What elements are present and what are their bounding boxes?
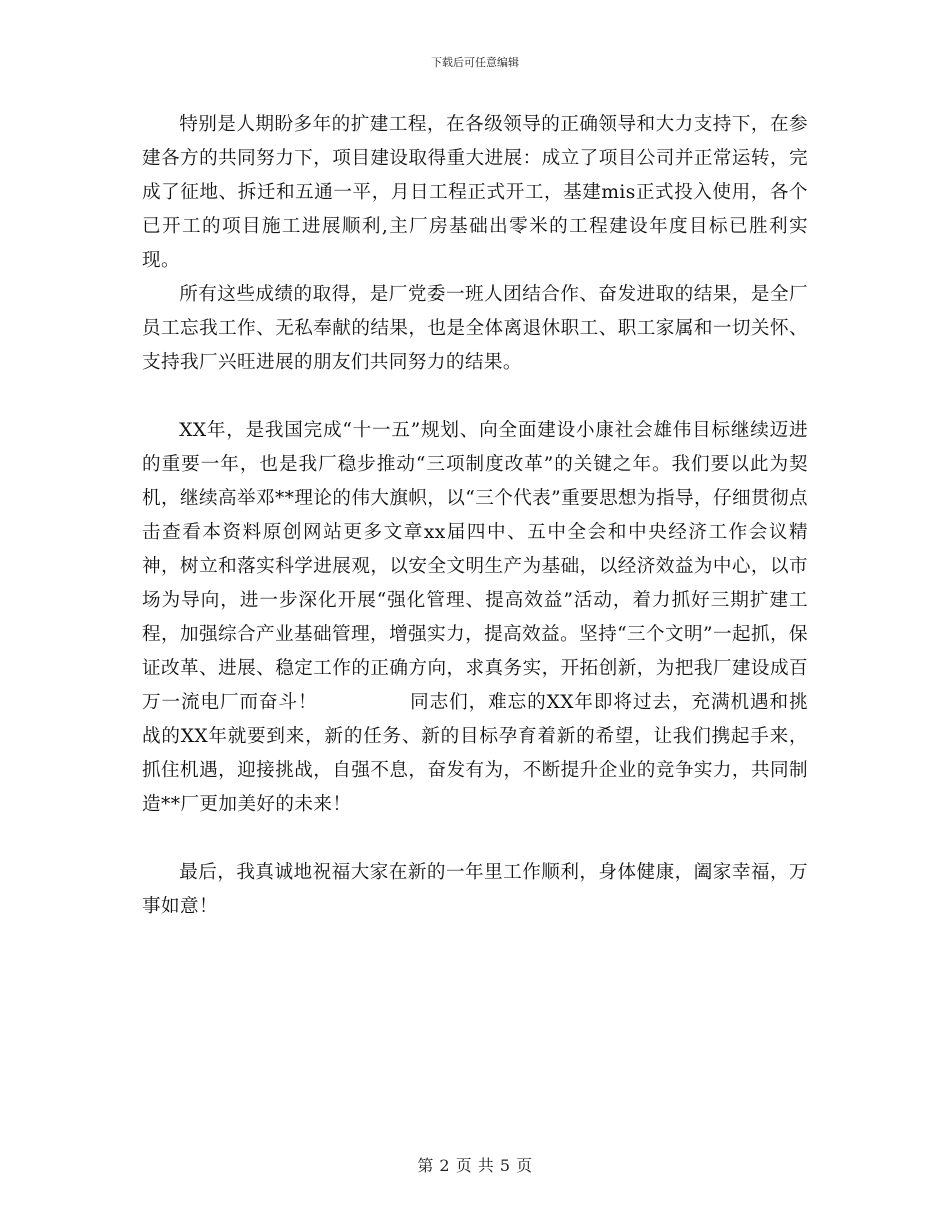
paragraph-next-year-goals	[142, 414, 808, 822]
paragraph-achievements: 所有这些成绩的取得，是厂党委一班人团结合作、奋发进取的结果，是全厂员工忘我工作、无私奉献的结果，也是全体离退休职工、职工家属和一切关怀、支持我厂兴旺进展的朋友们共同努力的结果。	[142, 284, 808, 373]
paragraph-next-year-goals-text: XX年，是我国完成“十一五”规划、向全面建设小康社会雄伟目标继续迈进的重要一年，也是我厂稳步推动“三项制度改革”的关键之年。我们要以此为契机，继续高举邓**理论的伟大旗帜，以“三个代表”重要思想为指导，仔细贯彻点击查看本资料原创网站更多文章xx届四中、五中全会和中央经济工作会议精神，树立和落实科学进展观，以安全文明生产为基础，以经济效益为中心，以市场为导向，进一步深化开展“强化管理、提高效益”活动，着力抓好三期扩建工程，加强综合产业基础管理，增强实力，提高效益。坚持“三个文明”一起抓，保证改革、进展、稳定工作的正确方向，求真务实，开拓创新，为把我厂建设成百万一流电厂而奋斗！	[142, 420, 809, 713]
paragraph-comrades-text: 同志们，难忘的XX年即将过去，充满机遇和挑战的XX年就要到来，新的任务、新的目标孕育着新的希望，让我们携起手来，抓住机遇，迎接挑战，自强不息，奋发有为，不断提升企业的竞争实力，共同制造**厂更加美好的未来！	[142, 692, 808, 815]
document-body	[142, 108, 808, 924]
paragraph-spacer	[142, 380, 808, 414]
paragraph-spacer	[142, 822, 808, 856]
page-number-footer: 第 2 页 共 5 页	[417, 1156, 533, 1175]
paragraph-expansion-project: 特别是人期盼多年的扩建工程，在各级领导的正确领导和大力支持下，在参建各方的共同努力下，项目建设取得重大进展：成立了项目公司并正常运转，完成了征地、拆迁和五通一平，月日工程正式开工，基建mis正式投入使用，各个已开工的项目施工进展顺利,主厂房基础出零米的工程建设年度目标已胜利实现。	[142, 114, 808, 271]
paragraph-closing-wishes: 最后，我真诚地祝福大家在新的一年里工作顺利，身体健康，阖家幸福，万事如意！	[142, 862, 808, 917]
page-header: 下载后可任意编辑	[431, 56, 519, 69]
